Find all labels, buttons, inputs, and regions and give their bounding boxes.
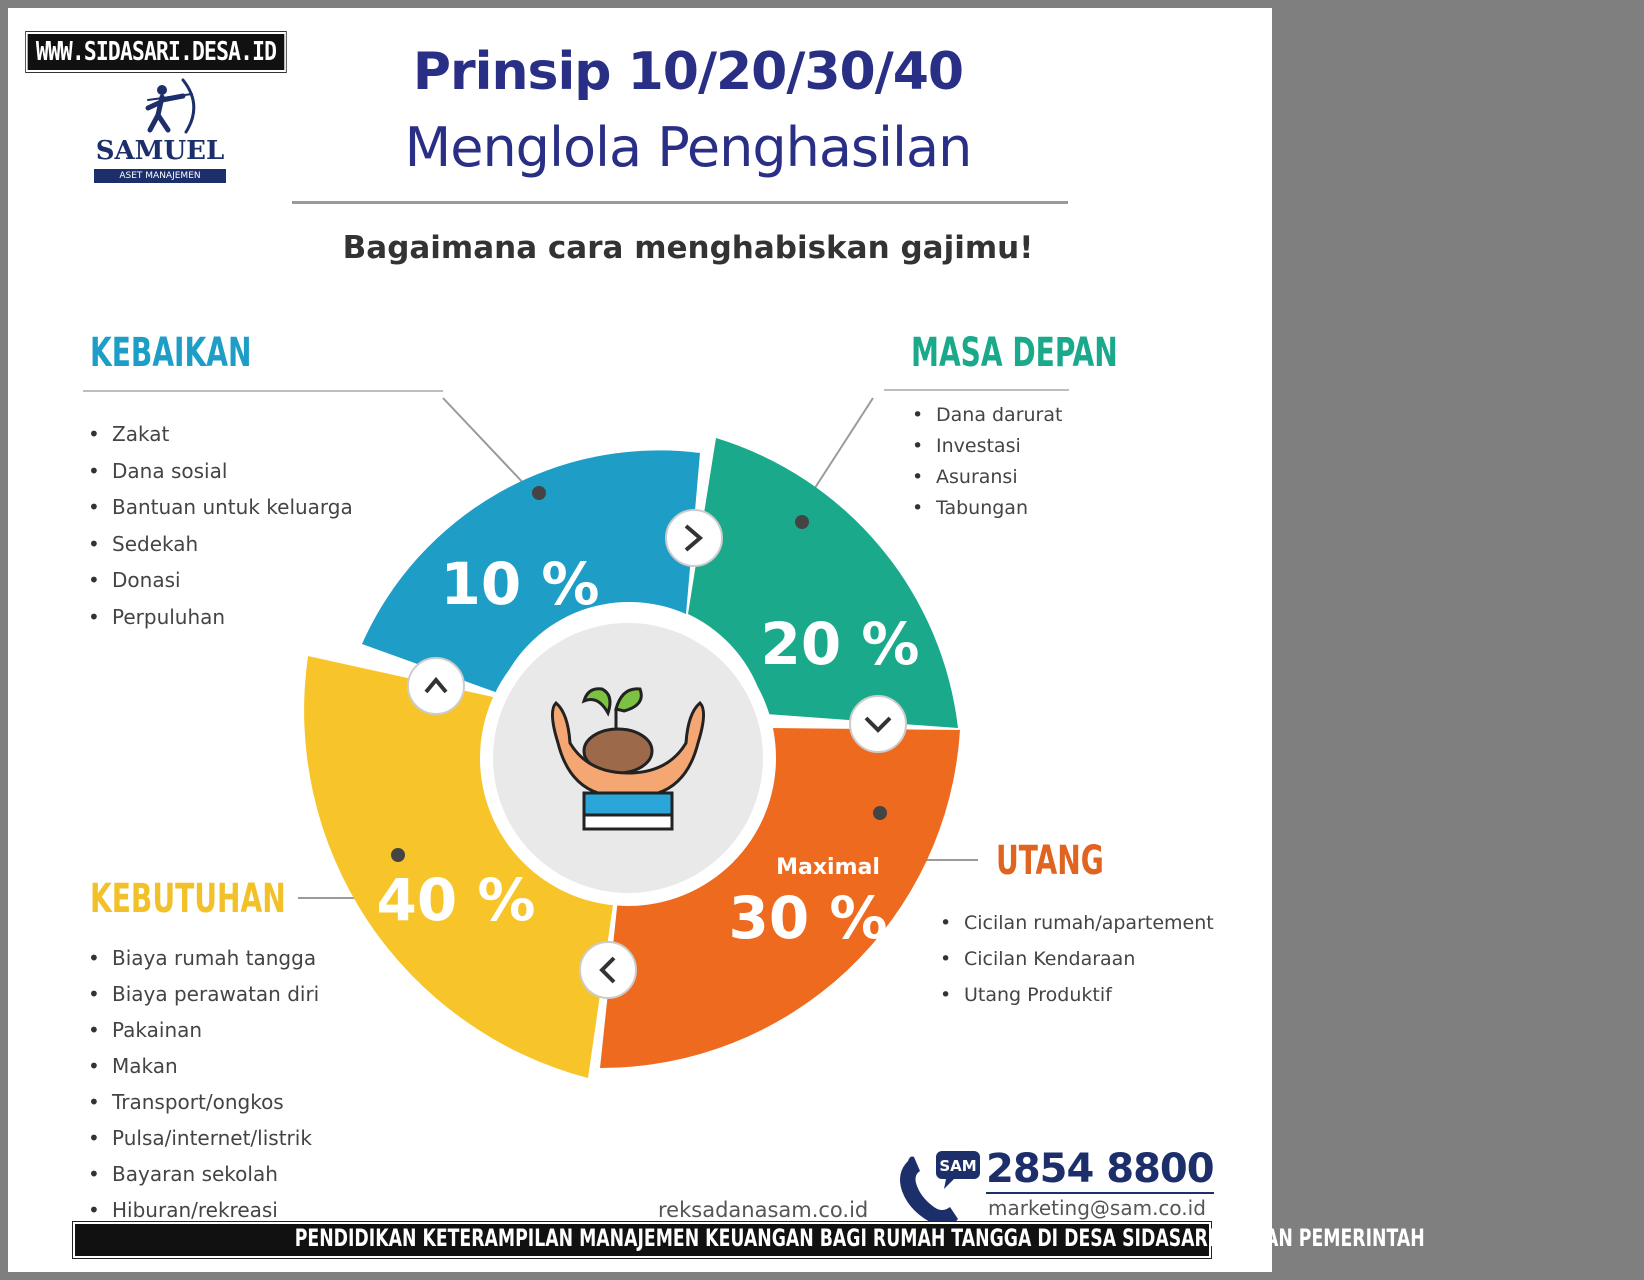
caption-banner xyxy=(73,1222,1425,1258)
list-item: • Cicilan Kendaraan xyxy=(940,948,1214,984)
list-item: • Dana darurat xyxy=(912,404,1062,435)
masa-depan-percent: 20 % xyxy=(760,610,920,678)
kebutuhan-list xyxy=(88,946,319,1234)
masa-depan-rule xyxy=(884,389,1069,391)
list-item: • Tabungan xyxy=(912,497,1062,528)
email-link[interactable]: marketing@sam.co.id xyxy=(988,1196,1206,1220)
logo-subtitle: ASET MANAJEMEN xyxy=(94,169,226,183)
kebutuhan-percent: 40 % xyxy=(376,866,536,934)
list-item: • Donasi xyxy=(88,568,353,605)
kebutuhan-title: KEBUTUHAN xyxy=(90,876,286,922)
list-item: • Utang Produktif xyxy=(940,984,1214,1020)
utang-prefix: Maximal xyxy=(776,855,880,880)
allocation-donut xyxy=(288,428,968,1108)
utang-list xyxy=(940,912,1214,1020)
utang-marker-dot xyxy=(873,806,887,820)
chevron-down-icon xyxy=(850,696,906,752)
list-item: • Dana sosial xyxy=(88,459,353,496)
subtitle: Bagaimana cara menghabiskan gajimu! xyxy=(342,230,1034,266)
list-item: • Biaya perawatan diri xyxy=(88,982,319,1018)
phone-divider xyxy=(986,1192,1214,1194)
infographic xyxy=(8,8,1425,1272)
list-item: • Sedekah xyxy=(88,532,353,569)
list-item: • Hiburan/rekreasi xyxy=(88,1198,319,1234)
list-item: • Bantuan untuk keluarga xyxy=(88,495,353,532)
utang-percent: 30 % xyxy=(728,884,888,952)
list-item: • Investasi xyxy=(912,435,1062,466)
chevron-up-icon xyxy=(408,658,464,714)
title-line-2: Menglola Penghasilan xyxy=(404,116,972,179)
list-item: • Asuransi xyxy=(912,466,1062,497)
list-item: • Pakainan xyxy=(88,1018,319,1054)
kebutuhan-marker-dot xyxy=(391,848,405,862)
list-item: • Pulsa/internet/listrik xyxy=(88,1126,319,1162)
list-item: • Cicilan rumah/apartement xyxy=(940,912,1214,948)
sam-badge: SAM xyxy=(939,1157,977,1175)
kebaikan-percent: 10 % xyxy=(440,550,600,618)
caption-text: PENDIDIKAN KETERAMPILAN MANAJEMEN KEUANGAN BAGI RUMAH TANGGA DI DESA SIDASARI: PERAN PEMERINTAH xyxy=(294,1224,1425,1252)
chevron-right-icon xyxy=(666,510,722,566)
list-item: • Biaya rumah tangga xyxy=(88,946,319,982)
kebaikan-title: KEBAIKAN xyxy=(90,330,252,376)
website-link[interactable]: reksadanasam.co.id xyxy=(658,1198,869,1222)
list-item: • Bayaran sekolah xyxy=(88,1162,319,1198)
kebaikan-marker-dot xyxy=(532,486,546,500)
chevron-left-icon xyxy=(580,942,636,998)
utang-title: UTANG xyxy=(996,838,1104,884)
list-item: • Zakat xyxy=(88,422,353,459)
site-badge[interactable]: WWW.SIDASARI.DESA.ID xyxy=(26,32,286,72)
title-divider xyxy=(292,201,1068,204)
phone-number[interactable]: 2854 8800 xyxy=(986,1146,1214,1192)
logo-wordmark: SAMUEL xyxy=(95,136,225,166)
title-line-1: Prinsip 10/20/30/40 xyxy=(412,42,964,102)
list-item: • Transport/ongkos xyxy=(88,1090,319,1126)
masa-depan-title: MASA DEPAN xyxy=(911,330,1118,376)
list-item: • Perpuluhan xyxy=(88,605,353,642)
list-item: • Makan xyxy=(88,1054,319,1090)
masa-depan-marker-dot xyxy=(795,515,809,529)
kebaikan-rule xyxy=(83,390,443,392)
